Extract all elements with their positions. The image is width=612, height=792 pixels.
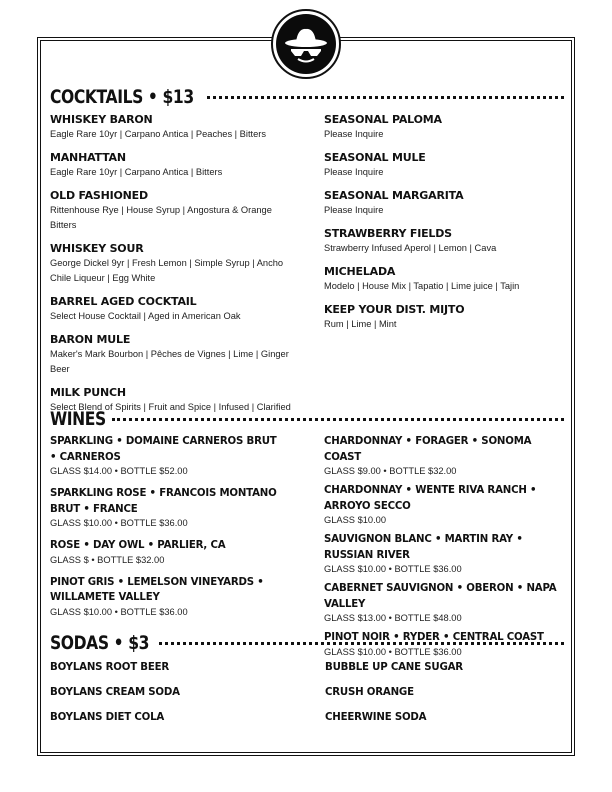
menu-item [50, 294, 300, 324]
item-name: BARREL AGED COCKTAIL [50, 295, 197, 308]
item-name: SEASONAL MULE [324, 151, 426, 164]
wine-price: GLASS $10.00 • BOTTLE $36.00 [50, 606, 188, 617]
wine-name: CABERNET SAUVIGNON • OBERON • NAPA VALLEY [324, 583, 557, 610]
menu-item [50, 150, 300, 180]
wine-name: PINOT GRIS • LEMELSON VINEYARDS • WILLAMETE VALLEY [50, 576, 264, 603]
item-name: STRAWBERRY FIELDS [324, 227, 452, 240]
wine-item [324, 581, 564, 625]
soda-item: BOYLANS ROOT BEER [50, 662, 170, 673]
wine-price: GLASS $10.00 • BOTTLE $36.00 [50, 518, 188, 528]
soda-item: BUBBLE UP CANE SUGAR [325, 662, 463, 673]
wine-item [324, 483, 564, 527]
item-description: Modelo | House Mix | Tapatio | Lime juice | Tajin [324, 281, 520, 291]
dotted-divider [159, 642, 564, 645]
soda-item: BOYLANS DIET COLA [50, 712, 165, 723]
menu-item [50, 188, 300, 233]
cocktails-title: COCKTAILS • $13 [50, 86, 194, 108]
item-description: Rittenhouse Rye | House Syrup | Angostura & Orange Bitters [50, 205, 272, 230]
wine-item [50, 434, 280, 478]
item-name: WHISKEY BARON [50, 113, 153, 126]
menu-item [50, 332, 300, 377]
sodas-title: SODAS • $3 [50, 632, 150, 654]
soda-item: BOYLANS CREAM SODA [50, 687, 180, 698]
menu-item [324, 302, 574, 332]
item-name: KEEP YOUR DIST. MIJTO [324, 303, 465, 316]
wines-right-column [324, 434, 564, 664]
menu-item [50, 241, 300, 286]
sodas-right-column [325, 660, 575, 735]
wine-price: GLASS $10.00 • BOTTLE $36.00 [324, 646, 462, 657]
wine-price: GLASS $9.00 • BOTTLE $32.00 [324, 466, 457, 476]
wine-price: GLASS $13.00 • BOTTLE $48.00 [324, 613, 462, 623]
dotted-divider [112, 418, 564, 421]
item-name: SEASONAL PALOMA [324, 113, 442, 126]
item-name: WHISKEY SOUR [50, 242, 144, 255]
wine-price: GLASS $10.00 • BOTTLE $36.00 [324, 564, 462, 574]
soda-item: CHEERWINE SODA [325, 712, 427, 723]
item-description: Eagle Rare 10yr | Carpano Antica | Peaches | Bitters [50, 129, 267, 139]
item-description: Select House Cocktail | Aged in American Oak [50, 311, 241, 321]
item-name: BARON MULE [50, 333, 131, 346]
wine-item [50, 538, 280, 567]
cocktails-left-column [50, 112, 300, 423]
wine-item [324, 532, 564, 576]
item-description: Please Inquire [324, 129, 384, 139]
wines-section-header [50, 408, 564, 430]
wine-name: CHARDONNAY • WENTE RIVA RANCH • ARROYO SECCO [324, 485, 537, 512]
wine-item [50, 575, 280, 619]
item-name: OLD FASHIONED [50, 189, 148, 202]
menu-item [50, 112, 300, 142]
item-description: Please Inquire [324, 205, 384, 215]
wine-name: PINOT NOIR • RYDER • CENTRAL COAST [324, 632, 544, 643]
menu-item [324, 226, 574, 256]
wines-title: WINES [50, 408, 106, 430]
sodas-section-header [50, 632, 564, 654]
item-name: MICHELADA [324, 265, 396, 278]
item-description: Select Blend of Spirits | Fruit and Spice | Infused | Clarified [50, 402, 291, 412]
dotted-divider [207, 96, 564, 99]
wine-price: GLASS $10.00 [324, 515, 387, 525]
soda-item: CRUSH ORANGE [325, 687, 414, 698]
item-name: MANHATTAN [50, 151, 126, 164]
item-description: Rum | Lime | Mint [324, 319, 397, 329]
item-name: SEASONAL MARGARITA [324, 189, 464, 202]
wine-price: GLASS $ • BOTTLE $32.00 [50, 554, 165, 565]
wine-name: SAUVIGNON BLANC • MARTIN RAY • RUSSIAN RIVER [324, 534, 523, 561]
cocktails-right-column [324, 112, 574, 340]
wine-name: SPARKLING ROSE • FRANCOIS MONTANO BRUT • FRANCE [50, 488, 277, 515]
item-description: Maker's Mark Bourbon | Pêches de Vignes | Lime | Ginger Beer [50, 349, 289, 374]
item-description: Strawberry Infused Aperol | Lemon | Cava [324, 243, 497, 253]
wine-item [50, 486, 280, 530]
item-description: Please Inquire [324, 167, 384, 177]
item-description: Eagle Rare 10yr | Carpano Antica | Bitters [50, 167, 223, 177]
menu-item [324, 188, 574, 218]
sodas-left-column [50, 660, 300, 735]
wine-name: SPARKLING • DOMAINE CARNEROS BRUT • CARNEROS [50, 436, 277, 463]
menu-item [324, 112, 574, 142]
wine-name: ROSE • DAY OWL • PARLIER, CA [50, 540, 226, 551]
wine-price: GLASS $14.00 • BOTTLE $52.00 [50, 466, 188, 476]
wine-name: CHARDONNAY • FORAGER • SONOMA COAST [324, 436, 532, 463]
item-description: George Dickel 9yr | Fresh Lemon | Simple Syrup | Ancho Chile Liqueur | Egg White [50, 258, 284, 283]
cocktails-section-header [50, 86, 564, 108]
item-name: MILK PUNCH [50, 386, 126, 399]
menu-item [324, 150, 574, 180]
wine-item [324, 434, 564, 478]
menu-item [324, 264, 574, 294]
wines-left-column [50, 434, 280, 627]
hat-and-sunglasses-logo-icon [271, 9, 341, 79]
